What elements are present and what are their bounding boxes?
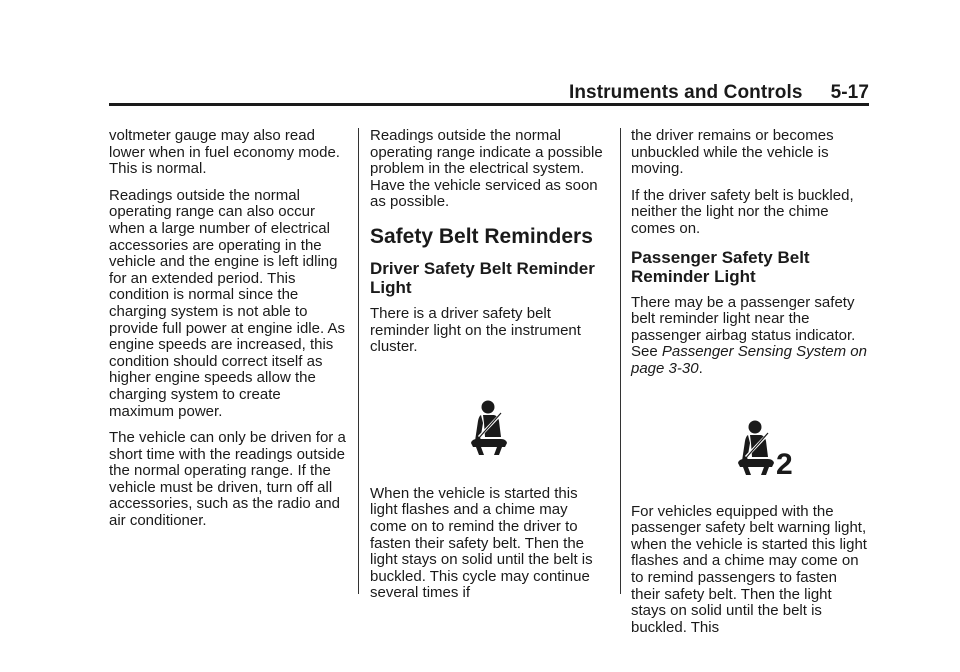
passenger-light-text: There may be a passenger safety belt reminder light near the passenger airbag status indicator. See <box>631 293 856 361</box>
header-rule <box>109 103 869 106</box>
column-3 <box>631 128 869 646</box>
paragraph-readings-outside-range: Readings outside the normal operating range can also occur when a large number of electrical accessories are operating in the vehicle and the engine is left idling for an extended period. This condition is normal since the charging system is not able to provide full power at engine idle. As engine speeds are increased, this condition should correct itself as higher engine speeds allow the charging system to create maximum power. <box>109 186 345 420</box>
page-number: 5-17 <box>830 82 869 103</box>
passenger-icon-label: 2 <box>776 447 793 479</box>
paragraph-voltmeter-fuel-economy: voltmeter gauge may also read lower when in fuel economy mode. This is normal. <box>109 127 340 178</box>
paragraph-possible-problem: Readings outside the normal operating range indicate a possible problem in the electrical system. Have the vehicle serviced as soon as possible. <box>370 127 603 211</box>
column-divider-2 <box>620 128 621 594</box>
passenger-light-text-end: . <box>698 359 703 377</box>
driver-seatbelt-reminder-icon <box>370 394 608 464</box>
heading-passenger-safety-belt-light: Passenger Safety Belt Reminder Light <box>631 247 810 286</box>
column-1 <box>109 128 347 540</box>
heading-safety-belt-reminders: Safety Belt Reminders <box>370 224 593 248</box>
paragraph-driver-light-location: There is a driver safety belt reminder light on the instrument cluster. <box>370 304 581 356</box>
section-title: Instruments and Controls <box>568 82 803 103</box>
passenger-seatbelt-reminder-icon <box>631 414 869 484</box>
paragraph-driver-buckled: If the driver safety belt is buckled, neither the light nor the chime comes on. <box>631 186 854 237</box>
passenger-sensing-reference: Passenger Sensing System on page 3-30 <box>631 343 867 377</box>
paragraph-driven-short-time: The vehicle can only be driven for a short time with the readings outside the normal operating range. If the vehicle must be driven, turn off all accessories, such as the radio and air conditioner. <box>109 429 346 530</box>
paragraph-passenger-light-flashes: For vehicles equipped with the passenger safety belt warning light, when the vehicle is started this light flashes and a chime may come on to remind passengers to fasten their safety belt. Then the light stays on solid until the belt is buckled. This <box>631 502 867 636</box>
paragraph-driver-unbuckled: the driver remains or becomes unbuckled while the vehicle is moving. <box>631 127 834 178</box>
column-divider-1 <box>358 128 359 594</box>
heading-driver-safety-belt-light: Driver Safety Belt Reminder Light <box>370 258 595 297</box>
paragraph-driver-light-flashes: When the vehicle is started this light flashes and a chime may come on to remind the driver to fasten their safety belt. Then the light stays on solid until the belt is buckled. This cycle may continue several times if <box>370 484 593 602</box>
column-2 <box>370 128 608 612</box>
paragraph-passenger-light-location <box>631 295 869 378</box>
page-header <box>109 78 869 104</box>
